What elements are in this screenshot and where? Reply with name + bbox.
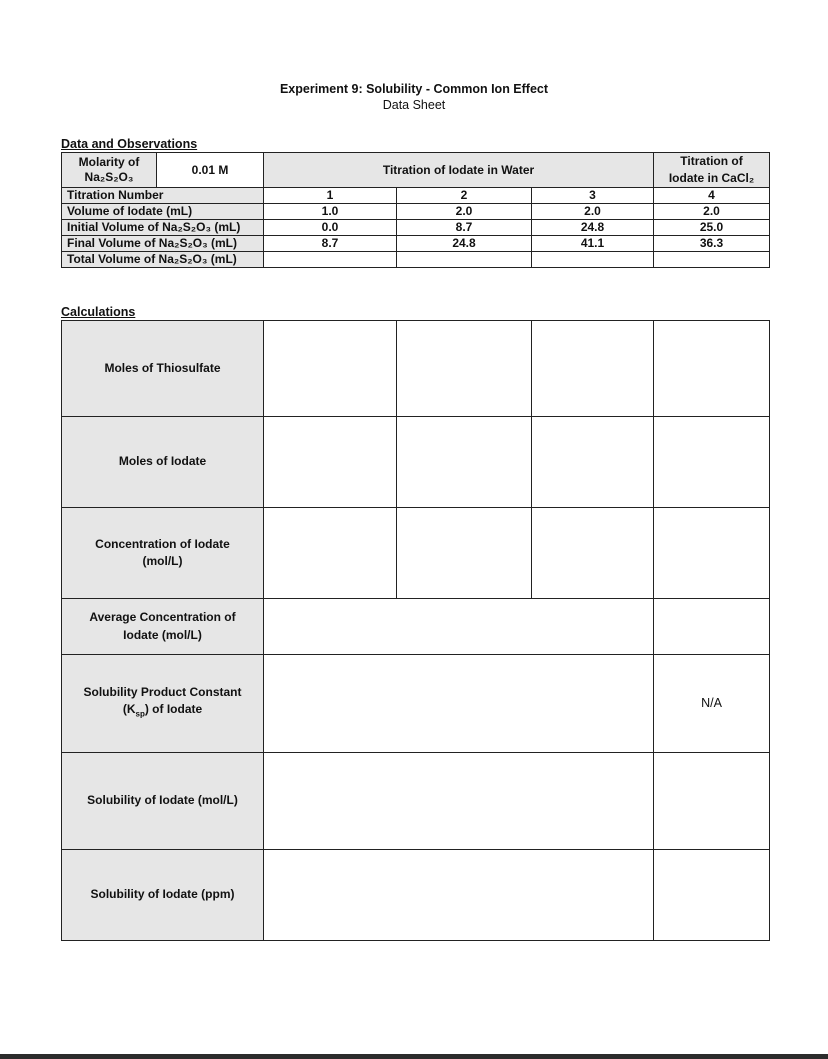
page-subtitle: Data Sheet [382,98,446,112]
calc-row-moles-iodate [62,417,770,508]
moles-iodate-label: Moles of Iodate [62,417,264,508]
table-cell: 2 [397,188,532,204]
calc-cell-water [264,850,654,941]
table-cell: 3 [532,188,654,204]
table-cell: 24.8 [532,220,654,236]
calc-cell [654,508,770,599]
cacl2-header-line1: Titration of [680,154,743,168]
table-cell: 2.0 [532,204,654,220]
data-table [61,152,770,268]
molarity-label-cell [62,153,157,188]
table-row [62,188,770,204]
calc-cell [654,417,770,508]
row-label: Volume of Iodate (mL) [62,204,264,220]
table-cell: 41.1 [532,236,654,252]
water-titration-header: Titration of Iodate in Water [264,153,654,188]
cacl2-header-line2: Iodate in CaCl₂ [668,171,755,185]
title-block [0,81,828,113]
row-label: Total Volume of Na₂S₂O₃ (mL) [62,252,264,268]
average-conc-line2: Iodate (mol/L) [123,627,202,642]
row-label: Final Volume of Na₂S₂O₃ (mL) [62,236,264,252]
ksp-pre: (K [122,702,136,717]
molarity-label-line2: Na₂S₂O₃ [84,170,134,184]
calc-cell-cacl2 [654,753,770,850]
calc-row-moles-thiosulfate [62,321,770,417]
table-cell: 8.7 [264,236,397,252]
calc-cell [264,321,397,417]
data-section-label: Data and Observations [61,137,198,151]
calc-table [61,320,770,941]
ksp-label-line2 [76,701,249,723]
molarity-value: 0.01 M [157,153,264,188]
table-cell [532,252,654,268]
concentration-label-line2: (mol/L) [142,554,183,568]
calc-cell-cacl2 [654,599,770,655]
calc-row-concentration [62,508,770,599]
table-cell: 25.0 [654,220,770,236]
calc-row-solubility-ppm [62,850,770,941]
table-row [62,204,770,220]
calc-cell [264,417,397,508]
calc-cell [654,321,770,417]
table-row [62,220,770,236]
table-cell: 8.7 [397,220,532,236]
calc-cell [397,321,532,417]
ksp-post: ) of Iodate [144,702,203,717]
table-cell: 36.3 [654,236,770,252]
table-cell: 4 [654,188,770,204]
solubility-mol-label: Solubility of Iodate (mol/L) [62,753,264,850]
calc-cell [532,321,654,417]
table-row [62,236,770,252]
data-header-row [62,153,770,188]
cacl2-titration-header [654,153,770,188]
row-label: Initial Volume of Na₂S₂O₃ (mL) [62,220,264,236]
solubility-ppm-label: Solubility of Iodate (ppm) [62,850,264,941]
calc-row-average [62,599,770,655]
bottom-edge-bar [0,1054,828,1059]
table-cell: 2.0 [397,204,532,220]
moles-thiosulfate-label: Moles of Thiosulfate [62,321,264,417]
calc-cell [532,417,654,508]
ksp-sub: sp [135,709,145,719]
table-row [62,252,770,268]
table-cell [397,252,532,268]
table-cell: 24.8 [397,236,532,252]
calc-row-ksp [62,655,770,753]
calc-cell-water [264,753,654,850]
calc-row-solubility-mol [62,753,770,850]
calc-cell-water [264,599,654,655]
calc-cell-water [264,655,654,753]
table-cell: 1.0 [264,204,397,220]
average-conc-line1: Average Concentration of [89,610,236,624]
table-cell: 1 [264,188,397,204]
calc-cell-cacl2 [654,850,770,941]
ksp-cacl2-value: N/A [654,655,770,753]
ksp-label-line1: Solubility Product Constant [83,684,242,699]
calc-cell [532,508,654,599]
table-cell [264,252,397,268]
concentration-label-line1: Concentration of Iodate [95,536,230,551]
concentration-label [62,508,264,599]
page-title: Experiment 9: Solubility - Common Ion Effect [279,82,549,96]
row-label: Titration Number [62,188,264,204]
ksp-label [62,655,264,753]
calc-section-label: Calculations [61,305,136,319]
calc-cell [264,508,397,599]
molarity-label-line1: Molarity of [78,155,140,169]
calc-cell [397,508,532,599]
table-cell: 0.0 [264,220,397,236]
table-cell [654,252,770,268]
calc-cell [397,417,532,508]
table-cell: 2.0 [654,204,770,220]
average-conc-label [62,599,264,655]
